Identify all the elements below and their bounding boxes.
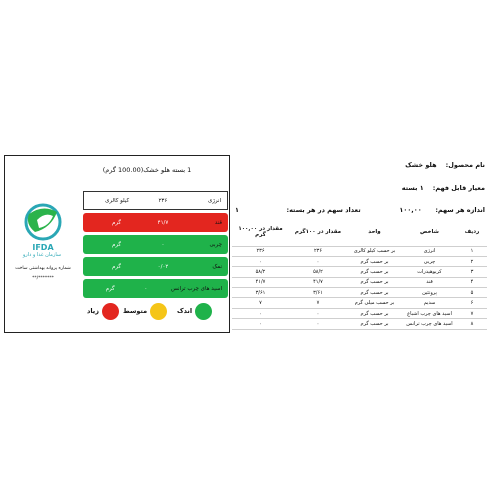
nutrient-name: نمک xyxy=(212,263,222,270)
cell-unit: بر حسب میلی گرم xyxy=(347,298,402,308)
cell-indicator: انرژی xyxy=(402,246,457,256)
yellow-dot-icon xyxy=(150,303,167,320)
cell-index: ۵ xyxy=(457,288,487,298)
table-row xyxy=(232,246,487,256)
nutrition-label-card xyxy=(4,155,230,333)
serving-value: ۱۰۰,۰۰ xyxy=(399,206,422,214)
cell-per-100g: ۷ xyxy=(289,298,347,308)
header-unit: واحد xyxy=(347,218,402,246)
nutrient-row-fat xyxy=(83,235,228,254)
cell-per-100g: ۵۸/۲ xyxy=(289,267,347,277)
legend-mid-label: متوسط xyxy=(123,307,148,315)
cell-unit: بر حسب گرم xyxy=(347,267,402,277)
legend-low xyxy=(177,302,212,320)
count-value: ۱ xyxy=(235,206,239,214)
table-row xyxy=(232,256,487,266)
nutrient-value: ۴۱/۷ xyxy=(157,219,169,226)
cell-per-serving: ۷ xyxy=(232,298,289,308)
cell-unit: بر حسب گرم xyxy=(347,288,402,298)
nutrient-value: ۰ xyxy=(161,241,165,248)
nutrition-table xyxy=(232,218,487,330)
nutrient-unit: گرم xyxy=(111,241,122,248)
nutrient-name: انرژی xyxy=(207,197,221,204)
portion-value: ۱ بسته xyxy=(401,184,424,192)
nutrient-name: اسید های چرب ترانس xyxy=(170,285,222,292)
cell-index: ۶ xyxy=(457,298,487,308)
portion-line xyxy=(402,184,485,192)
permit-title: شماره پروانه بهداشتی ساخت xyxy=(15,266,71,271)
cell-per-serving: ۰ xyxy=(232,308,289,318)
nutrient-row-sugar xyxy=(83,213,228,232)
cell-unit: بر حسب گرم xyxy=(347,319,402,329)
cell-indicator: پروتئین xyxy=(402,288,457,298)
table-row xyxy=(232,288,487,298)
cell-per-100g: ۳/۶۱ xyxy=(289,288,347,298)
portion-label: معیار قابل فهم: xyxy=(432,184,485,192)
table-row xyxy=(232,267,487,277)
product-name-line xyxy=(405,161,485,169)
legend-medium xyxy=(123,302,167,320)
cell-index: ۱ xyxy=(457,246,487,256)
cell-index: ۲ xyxy=(457,256,487,266)
logo-caption: سازمان غذا و دارو xyxy=(22,252,62,258)
nutrient-row-salt xyxy=(83,257,228,276)
cell-index: ۳ xyxy=(457,267,487,277)
cell-per-100g: ۲۳۶ xyxy=(289,246,347,256)
cell-unit: بر حسب گرم xyxy=(347,308,402,318)
ifda-logo xyxy=(13,198,73,254)
cell-per-serving: ۰ xyxy=(232,319,289,329)
red-dot-icon xyxy=(102,303,119,320)
cell-unit: بر حسب گرم xyxy=(347,256,402,266)
cell-per-serving: ۰ xyxy=(232,256,289,266)
cell-unit: بر حسب کیلو کالری xyxy=(347,246,402,256)
cell-indicator: سدیم xyxy=(402,298,457,308)
nutrient-value: ۰/۰۲ xyxy=(157,263,169,270)
header-indicator: شاخص xyxy=(402,218,457,246)
nutrient-unit: گرم xyxy=(105,285,115,292)
card-title: 1 بسته هلو خشک(100.00 گرم) xyxy=(102,166,192,174)
table-row xyxy=(232,308,487,318)
legend-low-label: اندک xyxy=(177,307,193,315)
table-row xyxy=(232,298,487,308)
nutrient-name: چربی xyxy=(209,241,222,248)
nutrient-unit: گرم xyxy=(111,263,122,270)
logo-abbr: IFDA xyxy=(32,243,54,252)
header-index: ردیف xyxy=(457,218,487,246)
cell-per-100g: ۰ xyxy=(289,308,347,318)
cell-indicator: قند xyxy=(402,277,457,287)
nutrient-unit: گرم xyxy=(111,219,122,226)
cell-unit: بر حسب گرم xyxy=(347,277,402,287)
header-per-serving: مقدار در ۱۰۰,۰۰ گرم xyxy=(232,218,289,246)
cell-indicator: کربوهیدرات xyxy=(402,267,457,277)
green-dot-icon xyxy=(195,303,212,320)
nutrient-row-energy xyxy=(83,191,228,210)
product-name: هلو خشک xyxy=(405,161,437,169)
serving-label: اندازه هر سهم: xyxy=(435,206,485,214)
nutrient-unit: کیلو کالری xyxy=(105,197,130,204)
nutrient-value: ۰ xyxy=(144,285,148,292)
cell-per-100g: ۴۱/۷ xyxy=(289,277,347,287)
legend-high-label: زیاد xyxy=(87,307,99,315)
cell-indicator: چربی xyxy=(402,256,457,266)
legend-high xyxy=(87,302,119,320)
cell-index: ۴ xyxy=(457,277,487,287)
cell-per-serving: ۳/۶۱ xyxy=(232,288,289,298)
cell-per-serving: ۵۸/۲ xyxy=(232,267,289,277)
table-row xyxy=(232,319,487,329)
cell-per-serving: ۴۱/۷ xyxy=(232,277,289,287)
cell-indicator: اسید های چرب اشباع xyxy=(402,308,457,318)
nutrient-row-trans-fat xyxy=(83,279,228,298)
cell-indicator: اسید های چرب ترانس xyxy=(402,319,457,329)
nutrient-name: قند xyxy=(214,219,222,226)
cell-index: ۷ xyxy=(457,308,487,318)
header-per-100g: مقدار در ۱۰۰گرم xyxy=(289,218,347,246)
servings-count-line xyxy=(235,206,361,214)
product-label: نام محصول: xyxy=(445,161,485,169)
nutrient-value: ۲۳۶ xyxy=(158,197,168,204)
cell-per-100g: ۰ xyxy=(289,319,347,329)
table-header-row xyxy=(232,218,487,246)
table-row xyxy=(232,277,487,287)
serving-line xyxy=(399,206,485,214)
count-label: تعداد سهم در هر بسته: xyxy=(286,206,361,214)
cell-per-100g: ۰ xyxy=(289,256,347,266)
cell-index: ۸ xyxy=(457,319,487,329)
permit-value: **/******* xyxy=(32,276,54,281)
cell-per-serving: ۲۳۶ xyxy=(232,246,289,256)
